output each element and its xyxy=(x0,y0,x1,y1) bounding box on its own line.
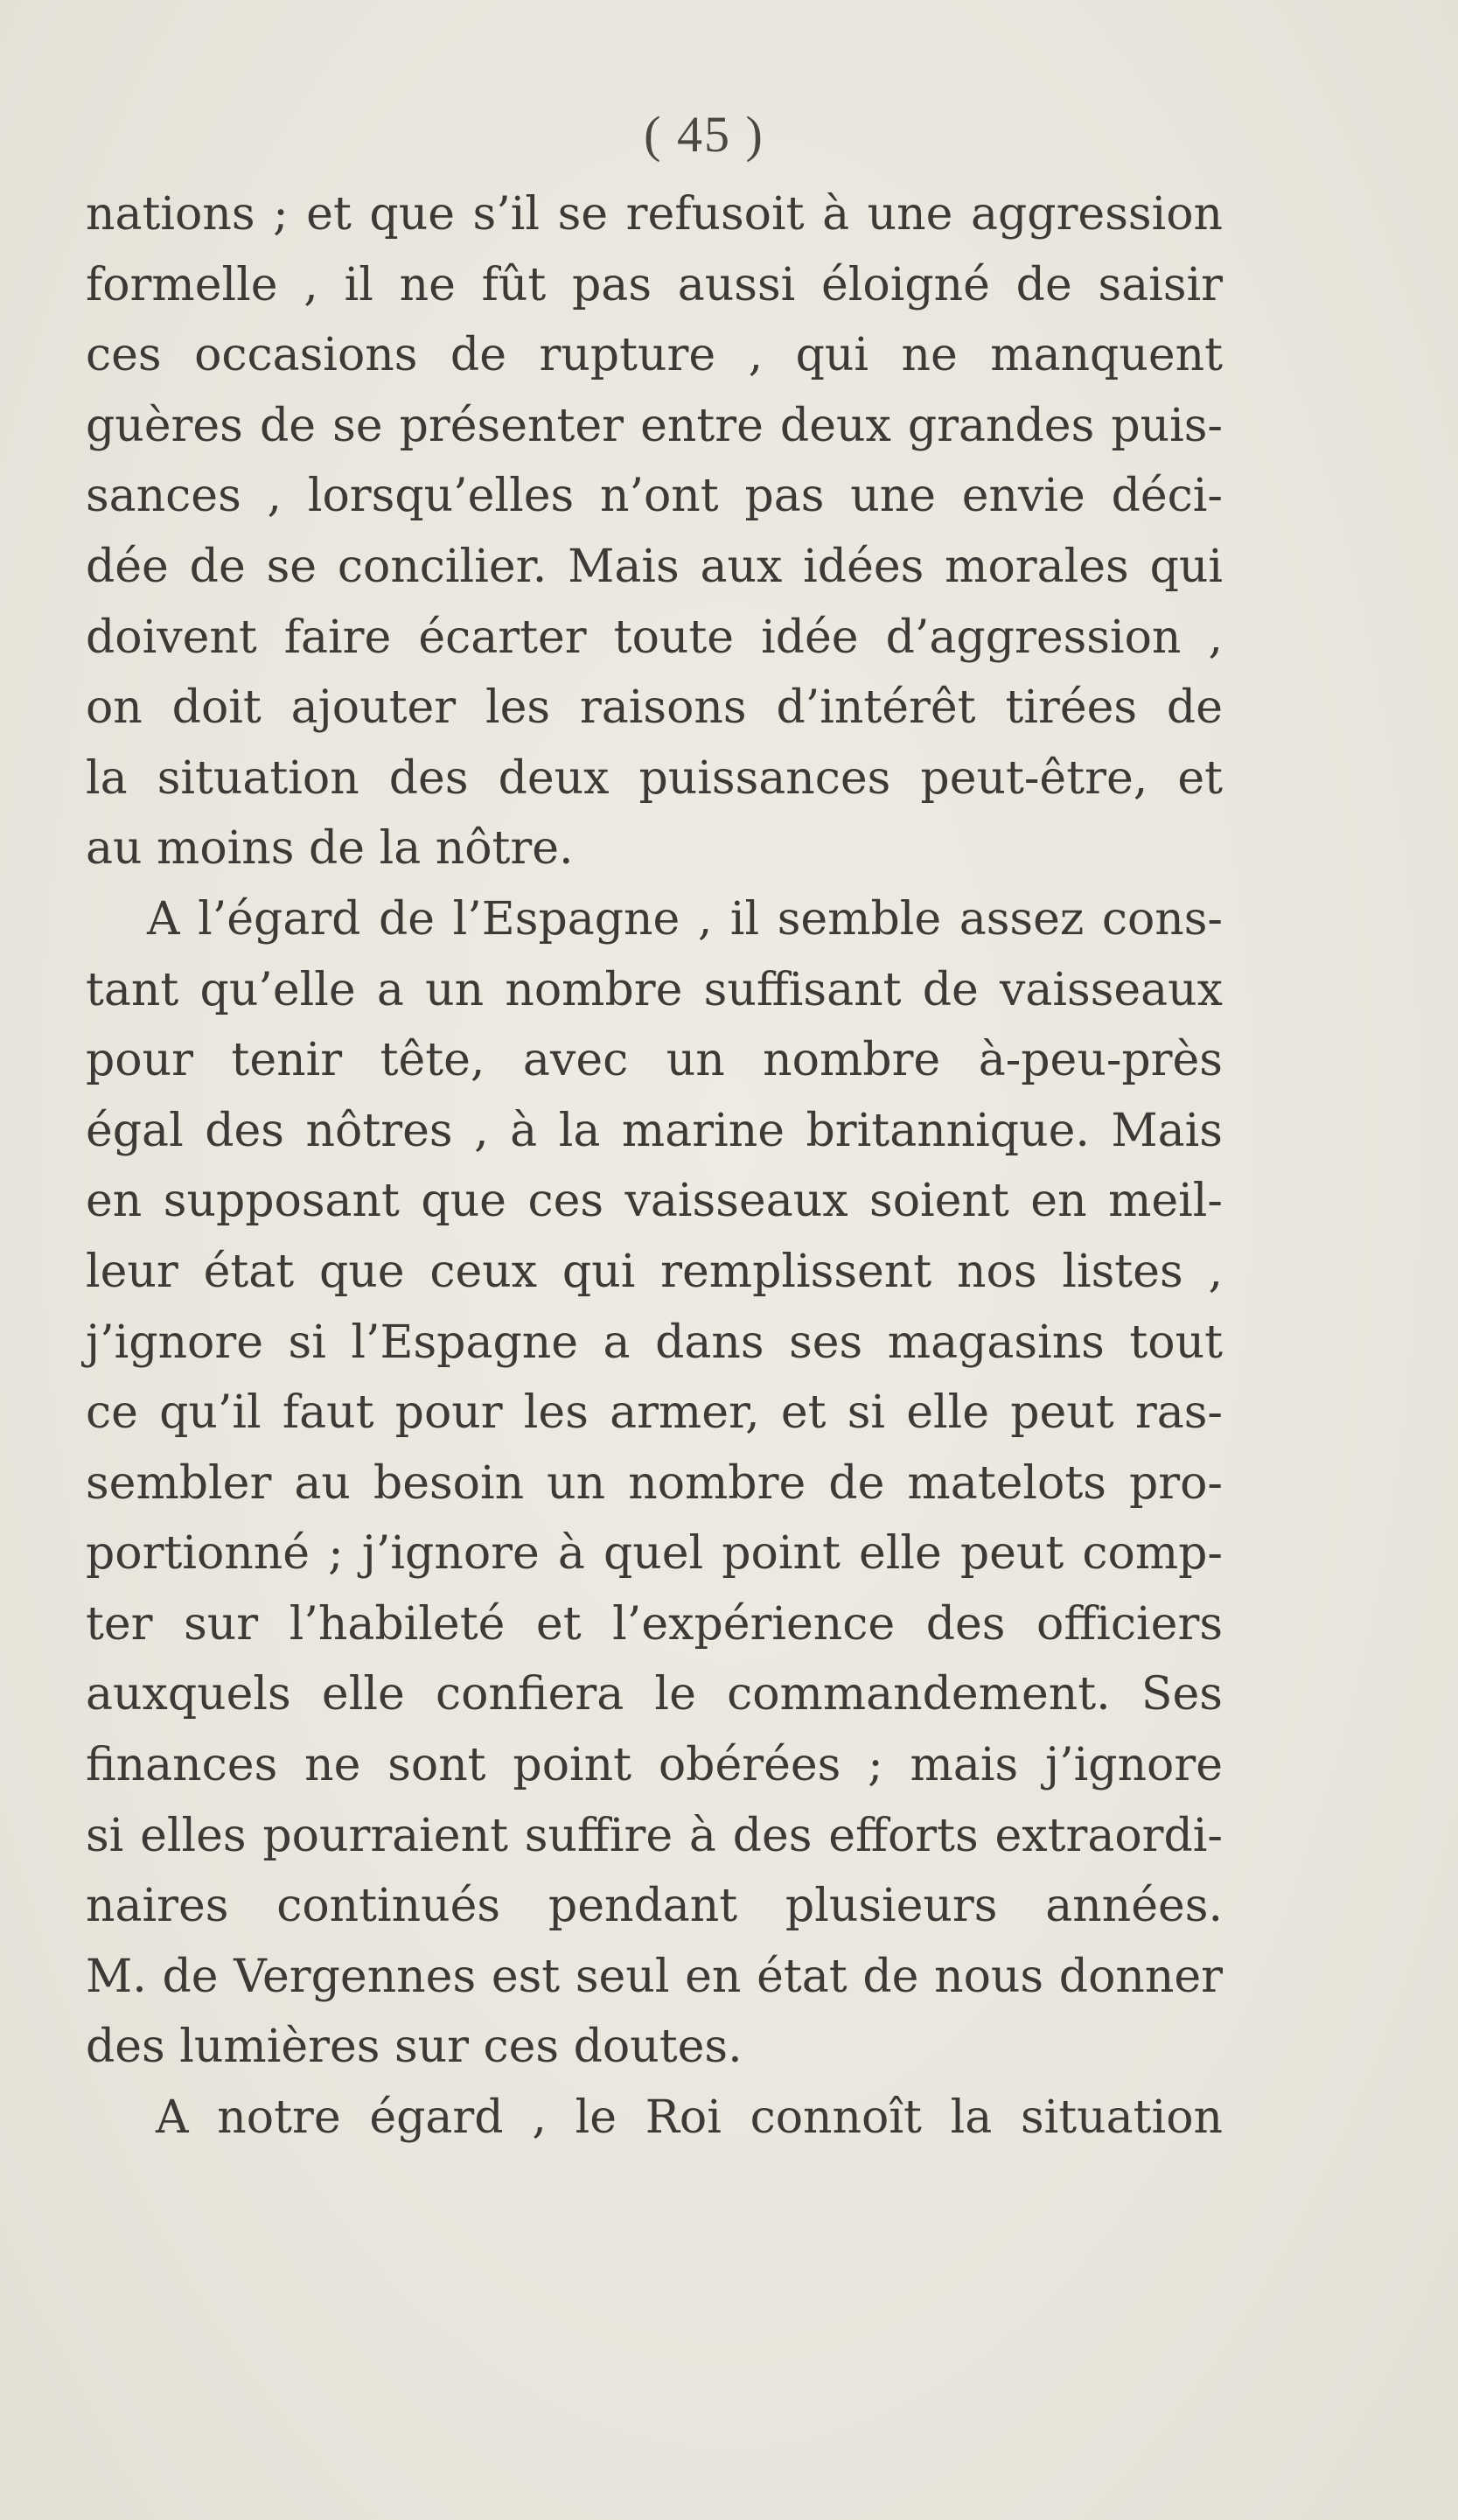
text-line: A l’égard de l’Espagne , il semble assez cons- xyxy=(147,892,1223,946)
text-line: dée de se concilier. Mais aux idées morales qui xyxy=(86,540,1223,593)
text-line: j’ignore si l’Espagne a dans ses magasins tout xyxy=(86,1316,1223,1369)
text-line: ces occasions de rupture , qui ne manquent xyxy=(86,329,1223,382)
text-line: formelle , il ne fût pas aussi éloigné de saisir xyxy=(86,258,1223,311)
text-line: naires continués pendant plusieurs années. xyxy=(86,1880,1223,1933)
text-line: auxquels elle confiera le commandement. Ses xyxy=(86,1668,1223,1721)
text-line: en supposant que ces vaisseaux soient en meil- xyxy=(86,1175,1223,1228)
text-line: ce qu’il faut pour les armer, et si elle peut ras- xyxy=(86,1386,1223,1440)
text-line: ter sur l’habileté et l’expérience des officiers xyxy=(86,1597,1223,1651)
text-line: A notre égard , le Roi connoît la situation xyxy=(156,2091,1223,2145)
body-text xyxy=(86,179,1223,2154)
text-line: pour tenir tête, avec un nombre à-peu-près xyxy=(86,1034,1223,1087)
text-line: on doit ajouter les raisons d’intérêt tirées de xyxy=(86,681,1223,735)
text-line: portionné ; j’ignore à quel point elle peut comp- xyxy=(86,1527,1223,1581)
page-number: ( 45 ) xyxy=(644,106,764,163)
text-line: si elles pourraient suffire à des efforts extraordi- xyxy=(86,1809,1223,1862)
text-line: leur état que ceux qui remplissent nos listes , xyxy=(86,1245,1223,1298)
text-line: M. de Vergennes est seul en état de nous donner xyxy=(86,1950,1223,2003)
text-line: égal des nôtres , à la marine britannique. Mais xyxy=(86,1104,1223,1157)
text-line: guères de se présenter entre deux grandes puis- xyxy=(86,399,1223,452)
text-line: des lumières sur ces doutes. xyxy=(86,2021,743,2074)
text-line: la situation des deux puissances peut-être, et xyxy=(86,751,1223,805)
text-line: tant qu’elle a un nombre suffisant de vaisseaux xyxy=(86,963,1223,1016)
text-line: doivent faire écarter toute idée d’aggression , xyxy=(86,611,1223,664)
text-line: nations ; et que s’il se refusoit à une aggression xyxy=(86,188,1223,241)
text-line: au moins de la nôtre. xyxy=(86,822,574,876)
text-line: sances , lorsqu’elles n’ont pas une envie déci- xyxy=(86,470,1223,523)
text-line: finances ne sont point obérées ; mais j’ignore xyxy=(86,1739,1223,1792)
text-line: sembler au besoin un nombre de matelots pro- xyxy=(86,1456,1223,1510)
